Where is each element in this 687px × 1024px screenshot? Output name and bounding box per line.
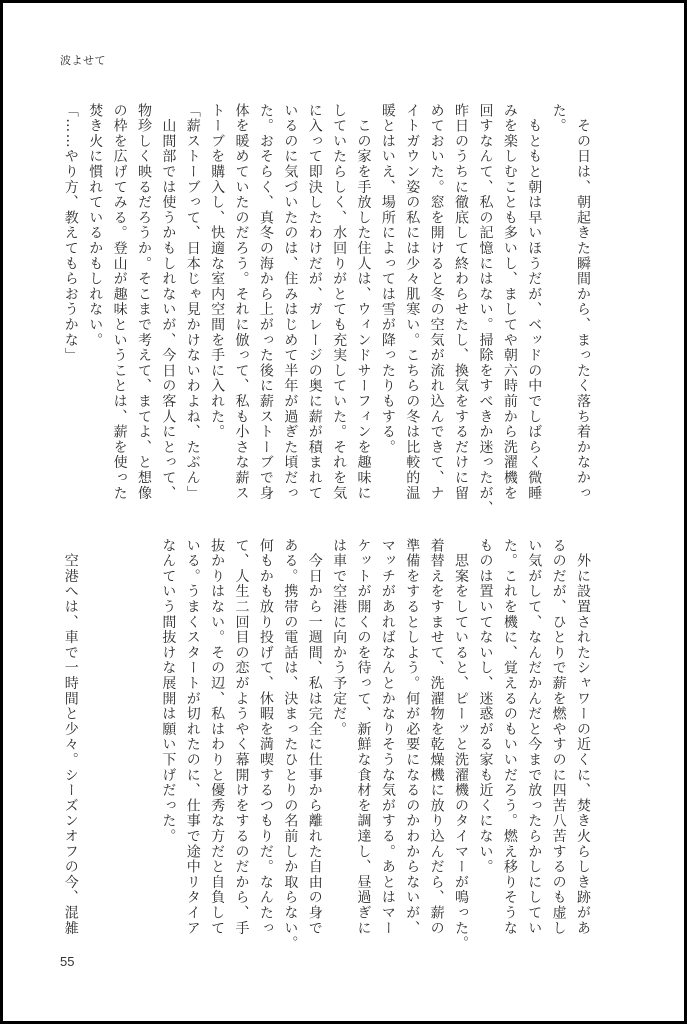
text-column: た。おそらく、真冬の海から上がった後に薪ストーブで身 [257, 103, 274, 501]
text-column: その日は、朝起きた瞬間から、まったく落ち着かなかっ [575, 103, 591, 501]
text-column: ものは置いてないし、迷惑がる家も近くにない。 [477, 538, 494, 875]
text-column: た。 [550, 103, 567, 134]
text-column: マッチがあればなんとかなりそうな気がする。あとはマー [379, 538, 396, 936]
text-column: 準備をするとしよう。何が必要になるのかわからないが、 [404, 538, 421, 936]
text-column: 空港へは、車で一時間と少々。シーズンオフの今、混雑 [62, 538, 79, 936]
text-column: もともと朝は早いほうだが、ベッドの中でしばらく微睡 [526, 103, 543, 501]
text-column: 抜かりはない。その辺、私はわりと優秀な方だと自負して [209, 538, 226, 936]
text-column: 今日から一週間、私は完全に仕事から離れた自由の身で [306, 538, 323, 936]
text-column: 体を暖めていたのだろう。それに倣って、私も小さな薪ス [233, 103, 250, 501]
blank-column [83, 538, 107, 936]
text-column: 外に設置されたシャワーの近くに、焚き火らしき跡があ [575, 538, 591, 936]
text-column: 着替えをすませて、洗濯物を乾燥機に放り込んだら、薪の [428, 538, 445, 936]
text-column: ある。携帯の電話は、決まったひとりの名前しか取らない。 [282, 538, 299, 952]
text-column: 物珍しく映るだろうか。そこまで考えて、まてよ、と想像 [135, 103, 152, 501]
text-column: トーブを購入し、快適な室内空間を手に入れた。 [209, 103, 226, 440]
text-column: は車で空港に向かう予定だ。 [331, 538, 348, 737]
text-column: イトガウン姿の私には少々肌寒い。こちらの冬は比較的温 [404, 103, 421, 501]
dialogue-column: 「薪ストーブって、日本じゃ見かけないわよね、たぶん」 [184, 103, 201, 501]
text-column: していたらしく、水回りがとても充実していた。それを気 [331, 103, 348, 501]
text-column: なんていう間抜けな展開は願い下げだった。 [160, 538, 177, 844]
text-block-upper [58, 103, 595, 517]
text-column: 暖とはいえ、場所によっては雪が降ったりもする。 [379, 103, 396, 455]
text-column: の枠を広げてみる。登山が趣味ということは、薪を使った [111, 103, 128, 501]
page-number: 55 [60, 954, 75, 969]
text-column: た。これを機に、覚えるのもいいだろう。燃え移りそうな [501, 538, 518, 936]
text-column: 焚き火に慣れているかもしれない。 [87, 103, 104, 348]
text-column: 思案をしていると、ピーッと洗濯機のタイマーが鳴った。 [453, 538, 470, 952]
text-column: この家を手放した住人は、ウィンドサーフィンを趣味に [355, 103, 372, 501]
text-column: い気がして、なんだかんだと今まで放ったらかしにしてい [526, 538, 543, 936]
text-column: みを楽しむことも多いし、ましてや朝六時前から洗濯機を [501, 103, 518, 501]
dialogue-column: 「……やり方、教えてもらおうかな」 [62, 103, 79, 364]
text-column: 何もかも放り投げて、休暇を満喫するつもりだ。なんたっ [257, 538, 274, 936]
text-column: 昨日のうちに徹底して終わらせたし、換気をするだけに留 [453, 103, 470, 501]
text-column: 回すなんて、私の記憶にはない。掃除をすべきか迷ったが、 [477, 103, 494, 517]
text-column: めておいた。窓を開けると冬の空気が流れ込んできて、ナ [428, 103, 445, 501]
text-column: るのだが、ひとりで薪を燃やすのに四苦八苦するのも虚し [550, 538, 567, 936]
text-column: いるのに気づいたのは、住みはじめて半年が過ぎた頃だっ [282, 103, 299, 501]
blank-column [132, 538, 156, 936]
text-block-lower [58, 538, 595, 952]
text-column: ケットが開くのを待って、新鮮な食材を調達し、昼過ぎに [355, 538, 372, 936]
blank-column [107, 538, 131, 936]
text-column: て、人生二回目の恋がようやく幕開けをするのだから、手 [233, 538, 250, 936]
running-header: 波よせて [60, 54, 106, 67]
text-column: いる。うまくスタートが切れたのに、仕事で途中リタイア [184, 538, 201, 936]
text-column: 山間部では使うかもしれないが、今日の客人にとって、 [160, 103, 177, 501]
text-column: に入って即決したわけだが、ガレージの奥に薪が積まれて [306, 103, 323, 501]
